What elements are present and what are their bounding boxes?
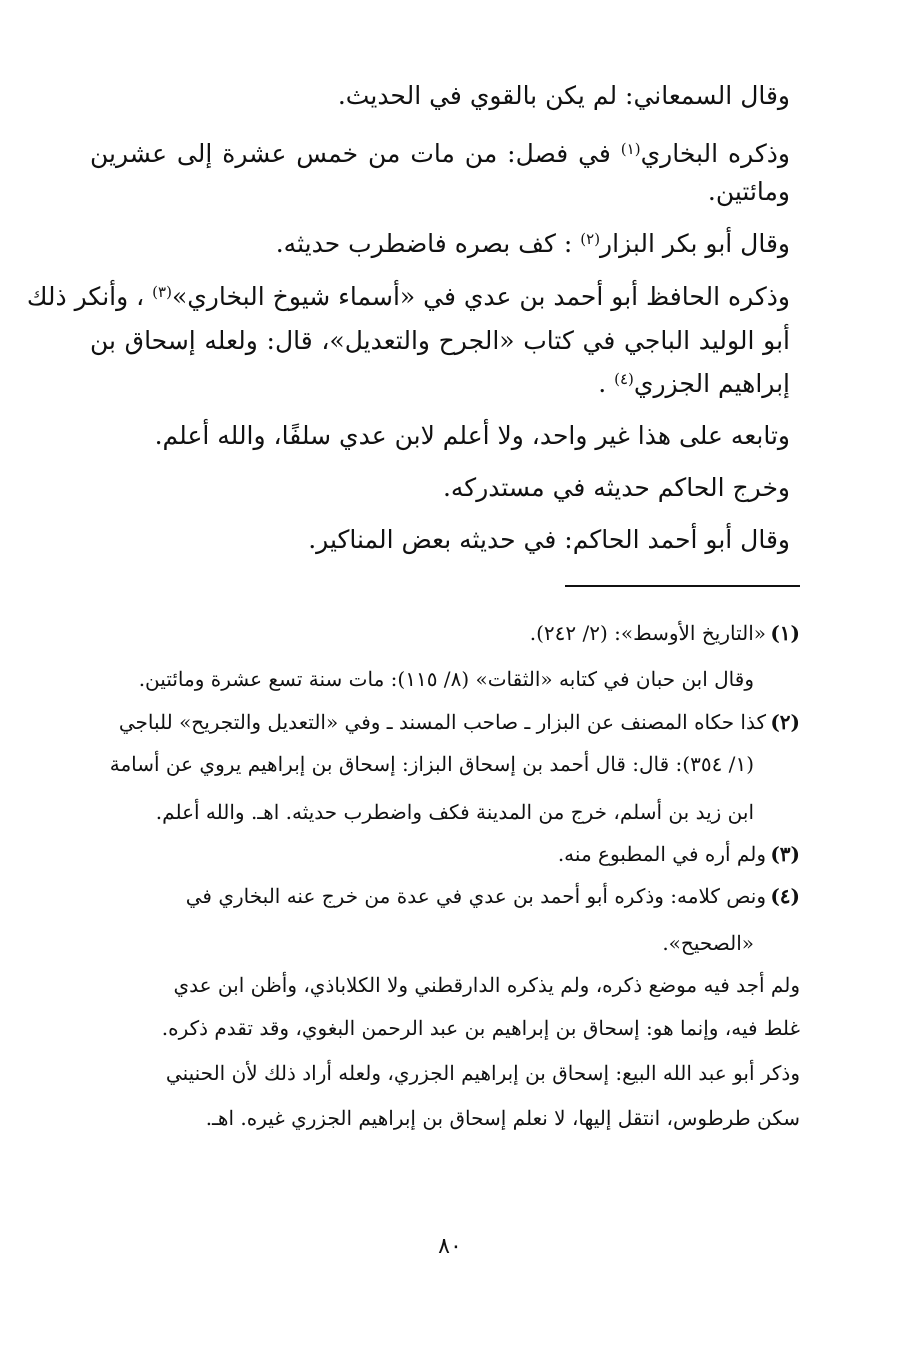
footnote-2-cont-1 — [90, 749, 754, 779]
footnote-text: ابن زيد بن أسلم، خرج من المدينة فكف واضطرب حديثه. اهـ. والله أعلم. — [155, 800, 754, 824]
body-line-8 — [90, 418, 790, 454]
body-text: . — [598, 369, 615, 398]
body-text: ، وأنكر ذلك — [26, 282, 153, 311]
footnote-ref-1[interactable]: (١) — [620, 140, 641, 158]
body-text: وخرج الحاكم حديثه في مستدركه. — [442, 473, 790, 502]
page-number: ٨٠ — [438, 1234, 462, 1259]
footnote-number: (٤) — [770, 884, 800, 908]
body-line-10 — [90, 522, 790, 558]
footnote-number: (١) — [770, 621, 800, 645]
footnote-3 — [100, 839, 800, 869]
body-text: في فصل: من مات من خمس عشرة إلى عشرين — [90, 139, 621, 168]
footnote-number: (٢) — [770, 710, 800, 734]
body-text: وذكره الحافظ أبو أحمد بن عدي في «أسماء شيوخ البخاري» — [171, 282, 790, 311]
body-text: إبراهيم الجزري — [633, 369, 790, 398]
body-text: : كف بصره فاضطرب حديثه. — [275, 229, 581, 258]
body-text: وقال أبو أحمد الحاكم: في حديثه بعض المناكير. — [308, 525, 790, 554]
footnote-ref-4[interactable]: (٤) — [614, 370, 634, 388]
body-line-9 — [90, 470, 790, 506]
footnote-text: سكن طرطوس، انتقل إليها، لا نعلم إسحاق بن إبراهيم الجزري غيره. اهـ. — [205, 1106, 800, 1130]
body-text: وتابعه على هذا غير واحد، ولا أعلم لابن عدي سلفًا، والله أعلم. — [154, 421, 790, 450]
footnote-2 — [100, 707, 800, 737]
body-line-7 — [90, 366, 790, 405]
footnote-text: (١/ ٣٥٤): قال: قال أحمد بن إسحاق البزاز: إسحاق بن إبراهيم يروي عن أسامة — [109, 752, 754, 776]
footnote-text: غلط فيه، وإنما هو: إسحاق بن إبراهيم بن عبد الرحمن البغوي، وقد تقدم ذكره. — [161, 1016, 800, 1040]
footnote-text: ونص كلامه: وذكره أبو أحمد بن عدي في عدة من خرج عنه البخاري في — [185, 884, 766, 908]
footnote-4-cont-4 — [100, 1058, 800, 1088]
body-line-3 — [90, 174, 790, 210]
body-line-4 — [90, 226, 790, 265]
footnote-text: كذا حكاه المصنف عن البزار ـ صاحب المسند ـ وفي «التعديل والتجريح» للباجي — [118, 710, 766, 734]
body-text: وذكره البخاري — [640, 139, 790, 168]
footnote-text: «الصحيح». — [662, 931, 754, 955]
footnote-text: «التاريخ الأوسط»: (٢/ ٢٤٢). — [529, 621, 766, 645]
footnote-divider — [565, 585, 800, 587]
body-text: أبو الوليد الباجي في كتاب «الجرح والتعديل»، قال: ولعله إسحاق بن — [90, 326, 790, 355]
body-line-2 — [90, 136, 790, 175]
body-text: وقال أبو بكر البزار — [600, 229, 790, 258]
footnote-text: وقال ابن حبان في كتابه «الثقات» (٨/ ١١٥): مات سنة تسع عشرة ومائتين. — [138, 667, 754, 691]
footnote-2-cont-2 — [90, 797, 754, 827]
footnote-4-cont-3 — [100, 1013, 800, 1043]
body-line-5 — [26, 279, 790, 318]
footnote-number: (٣) — [770, 842, 800, 866]
footnote-4-cont-1 — [90, 928, 754, 958]
footnote-text: ولم أره في المطبوع منه. — [557, 842, 766, 866]
footnote-1-cont — [90, 664, 754, 694]
body-line-1 — [90, 78, 790, 114]
body-text: وقال السمعاني: لم يكن بالقوي في الحديث. — [337, 81, 790, 110]
footnote-text: ولم أجد فيه موضع ذكره، ولم يذكره الدارقطني ولا الكلاباذي، وأظن ابن عدي — [173, 973, 800, 997]
footnote-ref-3[interactable]: (٣) — [152, 283, 172, 301]
body-line-6 — [90, 323, 790, 359]
footnote-ref-2[interactable]: (٢) — [580, 230, 601, 248]
footnote-4-cont-2 — [100, 970, 800, 1000]
body-text: ومائتين. — [707, 177, 790, 206]
footnote-4-cont-5 — [100, 1103, 800, 1133]
footnote-1 — [100, 618, 800, 648]
footnote-text: وذكر أبو عبد الله البيع: إسحاق بن إبراهيم الجزري، ولعله أراد ذلك لأن الحنيني — [165, 1061, 800, 1085]
footnote-4 — [100, 881, 800, 911]
